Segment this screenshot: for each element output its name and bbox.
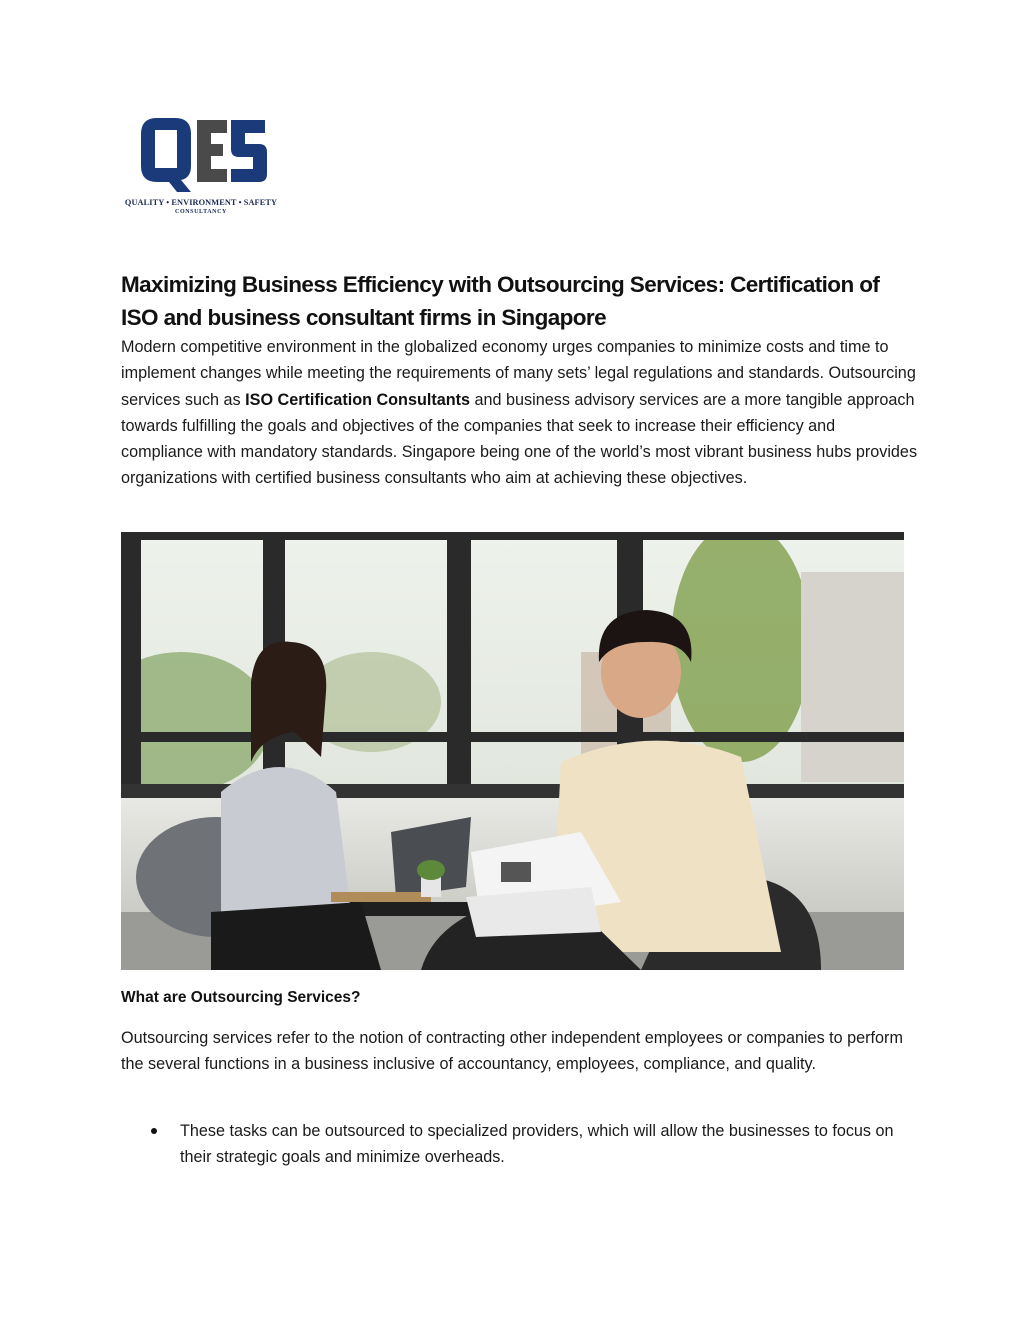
intro-text-1: Modern competitive environment in the globalized economy urges companies to minimize costs and time to implement changes while meeting the requirements of many sets’ legal regulations and standards. Outsourcing services such as [121,338,916,409]
intro-paragraph [121,334,921,492]
bullet-list [121,1118,904,1171]
bullet-icon [151,1128,157,1134]
office-meeting-photo [121,532,904,970]
photo-illustration-icon [121,532,904,970]
article-title: Maximizing Business Efficiency with Outsourcing Services: Certification of ISO and business consultant firms in Singapore [121,272,880,330]
qes-logo-icon [137,116,269,196]
logo-tagline: QUALITY • ENVIRONMENT • SAFETY [124,198,278,207]
section-paragraph: Outsourcing services refer to the notion of contracting other independent employees or companies to perform the several functions in a business inclusive of accountancy, employees, compliance, and quality. [121,1029,903,1074]
list-item [121,1118,904,1171]
bullet-text: These tasks can be outsourced to specialized providers, which will allow the businesses to focus on their strategic goals and minimize overheads. [180,1122,894,1167]
iso-consultants-highlight: ISO Certification Consultants [245,390,471,409]
intro-text-2: and business advisory services are a more tangible approach towards fulfilling the goals and objectives of the companies that seek to increase their efficiency and compliance with mandatory standards. Singapore being one of the world’s most vibrant business hubs provides organizations with certified business consultants who aim at achieving these objectives. [121,390,918,488]
section-heading: What are Outsourcing Services? [121,989,361,1006]
company-logo [121,116,281,226]
logo-subline: CONSULTANCY [175,209,227,215]
